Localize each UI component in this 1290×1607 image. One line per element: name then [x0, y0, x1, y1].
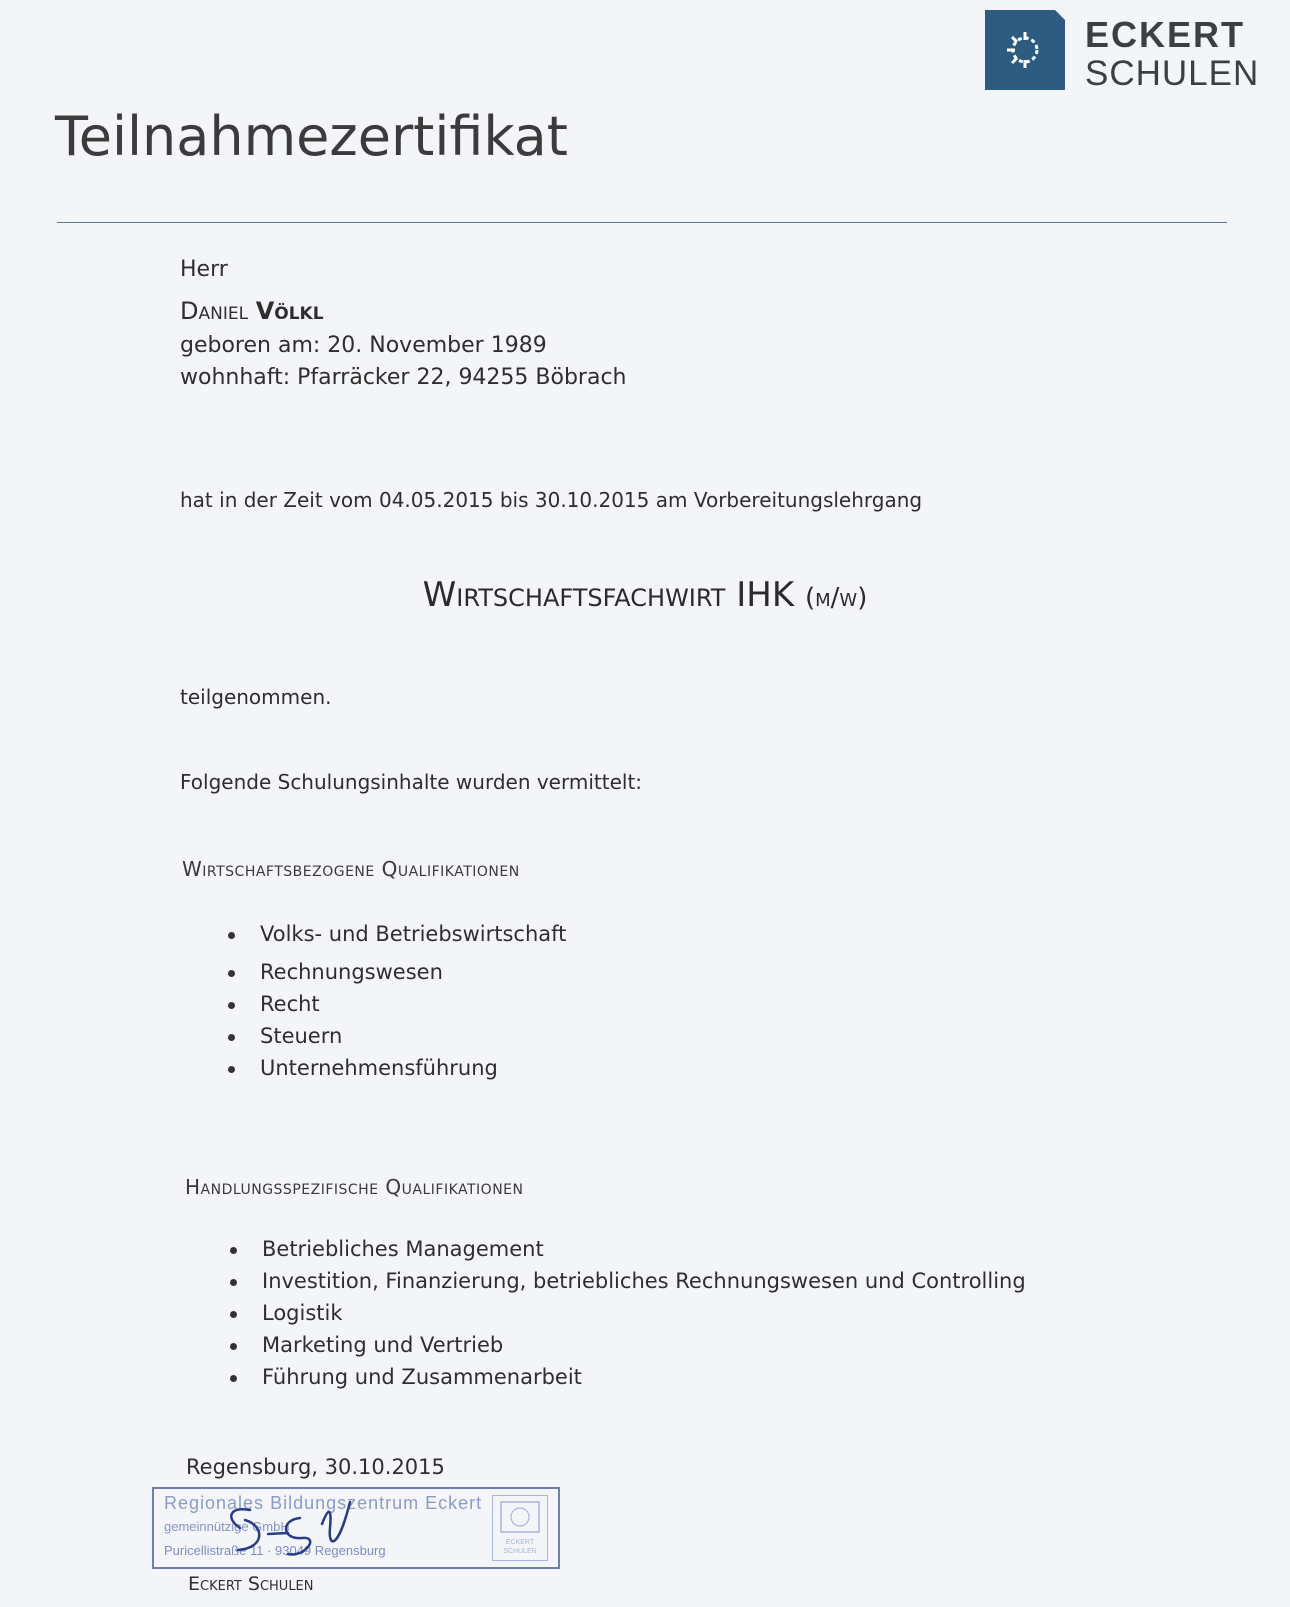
- birth-date: geboren am: 20. November 1989: [180, 333, 547, 358]
- list-item: Recht: [228, 988, 566, 1020]
- logo-text-schulen: SCHULEN: [1085, 54, 1260, 93]
- contents-intro: Folgende Schulungsinhalte wurden vermittelt:: [180, 770, 643, 794]
- list-item: Führung und Zusammenarbeit: [230, 1361, 1026, 1393]
- stamp-line-3: Puricellistraße 11 · 93049 Regensburg: [164, 1543, 386, 1558]
- residence: wohnhaft: Pfarräcker 22, 94255 Böbrach: [180, 365, 627, 390]
- stamp-line-2: gemeinnützige GmbH: [164, 1519, 290, 1534]
- title-divider: [57, 222, 1227, 223]
- svg-text:ECKERT: ECKERT: [505, 1539, 535, 1546]
- stamp-line-1: Regionales Bildungszentrum Eckert: [164, 1493, 483, 1513]
- list-item: Unternehmensführung: [228, 1052, 566, 1084]
- logo-text-eckert: ECKERT: [1085, 14, 1246, 55]
- stamp-footer: Eckert Schulen: [188, 1573, 314, 1595]
- list-item: Logistik: [230, 1297, 1026, 1329]
- participated-text: teilgenommen.: [180, 685, 332, 709]
- list-item: Investition, Finanzierung, betriebliches Rechnungswesen und Controlling: [230, 1265, 1026, 1297]
- handwritten-signature: [210, 1488, 370, 1566]
- recipient-name: [180, 297, 324, 325]
- action-qualifications-list: [230, 1233, 1026, 1393]
- list-item: Betriebliches Management: [230, 1233, 1026, 1265]
- period-text: hat in der Zeit vom 04.05.2015 bis 30.10.2015 am Vorbereitungslehrgang: [180, 488, 923, 512]
- economics-qualifications-list: [228, 918, 566, 1084]
- place-date: Regensburg, 30.10.2015: [186, 1455, 445, 1479]
- logo-mark-icon: [985, 10, 1065, 90]
- section-heading-economics: Wirtschaftsbezogene Qualifikationen: [182, 857, 520, 881]
- recipient-first-name: Daniel: [180, 297, 249, 325]
- eckert-schulen-logo: [985, 10, 1265, 92]
- salutation: Herr: [180, 257, 228, 282]
- svg-text:SCHULEN: SCHULEN: [503, 1548, 537, 1555]
- page-title: Teilnahmezertifikat: [55, 105, 568, 168]
- course-name: Wirtschaftsfachwirt IHK: [422, 575, 795, 615]
- section-heading-action: Handlungsspezifische Qualifikationen: [185, 1175, 524, 1199]
- list-item: Marketing und Vertrieb: [230, 1329, 1026, 1361]
- list-item: Steuern: [228, 1020, 566, 1052]
- course-title: [0, 575, 1290, 615]
- stamp-seal-icon: [492, 1495, 548, 1561]
- list-item: Volks- und Betriebswirtschaft: [228, 918, 566, 950]
- recipient-last-name: Völkl: [255, 297, 324, 325]
- course-suffix: (m/w): [804, 583, 868, 613]
- list-item: Rechnungswesen: [228, 956, 566, 988]
